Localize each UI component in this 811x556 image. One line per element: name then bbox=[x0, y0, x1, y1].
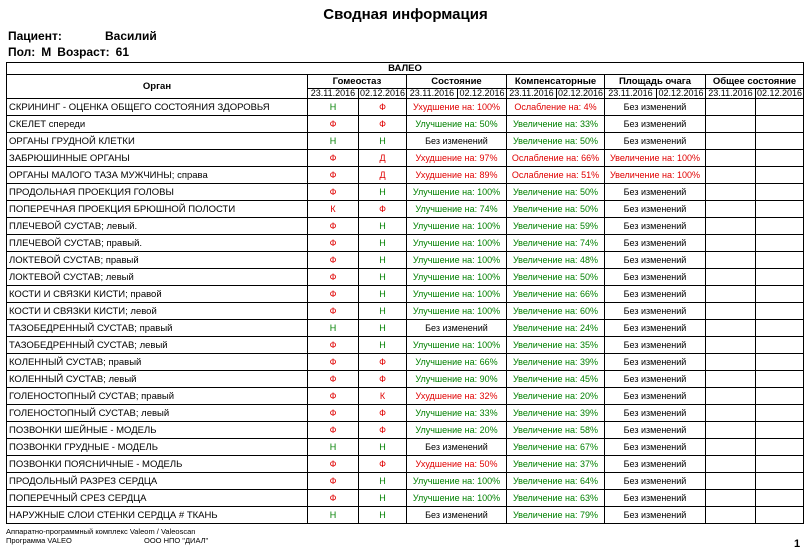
compensatory-cell: Увеличение на: 67% bbox=[507, 439, 605, 456]
area-cell: Без изменений bbox=[605, 252, 706, 269]
organ-cell: ОРГАНЫ МАЛОГО ТАЗА МУЖЧИНЫ; справа bbox=[7, 167, 308, 184]
table-row bbox=[7, 354, 804, 371]
homeostasis-cell: Ф bbox=[308, 490, 359, 507]
homeostasis-cell: Ф bbox=[308, 184, 359, 201]
state-cell: Улучшение на: 50% bbox=[407, 116, 507, 133]
state-cell: Улучшение на: 100% bbox=[407, 286, 507, 303]
table-row bbox=[7, 269, 804, 286]
organ-cell: КОЛЕННЫЙ СУСТАВ; правый bbox=[7, 354, 308, 371]
compensatory-cell: Увеличение на: 66% bbox=[507, 286, 605, 303]
homeostasis-cell: Н bbox=[359, 439, 407, 456]
area-cell: Без изменений bbox=[605, 490, 706, 507]
state-cell: Без изменений bbox=[407, 507, 507, 524]
footer-complex: Аппаратно-программный комплекс Valeom / Valeoscan bbox=[6, 527, 196, 536]
compensatory-cell: Увеличение на: 50% bbox=[507, 133, 605, 150]
compensatory-cell: Увеличение на: 74% bbox=[507, 235, 605, 252]
table-row bbox=[7, 150, 804, 167]
organ-cell: ЛОКТЕВОЙ СУСТАВ; правый bbox=[7, 252, 308, 269]
homeostasis-cell: Д bbox=[359, 150, 407, 167]
state-cell: Ухудшение на: 50% bbox=[407, 456, 507, 473]
state-cell: Без изменений bbox=[407, 133, 507, 150]
homeostasis-cell: Н bbox=[359, 252, 407, 269]
general-cell bbox=[756, 320, 804, 337]
area-cell: Без изменений bbox=[605, 286, 706, 303]
general-cell bbox=[756, 422, 804, 439]
homeostasis-cell: Ф bbox=[359, 405, 407, 422]
general-cell bbox=[756, 184, 804, 201]
general-cell bbox=[706, 388, 756, 405]
compensatory-cell: Увеличение на: 58% bbox=[507, 422, 605, 439]
general-cell bbox=[706, 201, 756, 218]
compensatory-cell: Увеличение на: 64% bbox=[507, 473, 605, 490]
table-row bbox=[7, 167, 804, 184]
homeostasis-cell: Н bbox=[359, 320, 407, 337]
compensatory-cell: Увеличение на: 24% bbox=[507, 320, 605, 337]
table-row bbox=[7, 439, 804, 456]
homeostasis-cell: Ф bbox=[359, 201, 407, 218]
patient-line bbox=[8, 29, 157, 43]
area-cell: Без изменений bbox=[605, 116, 706, 133]
homeostasis-cell: Ф bbox=[308, 303, 359, 320]
compensatory-cell: Увеличение на: 59% bbox=[507, 218, 605, 235]
table-row bbox=[7, 116, 804, 133]
organ-cell: ПРОДОЛЬНАЯ ПРОЕКЦИЯ ГОЛОВЫ bbox=[7, 184, 308, 201]
general-cell bbox=[706, 133, 756, 150]
homeostasis-cell: Ф bbox=[359, 456, 407, 473]
general-cell bbox=[706, 337, 756, 354]
state-cell: Без изменений bbox=[407, 320, 507, 337]
area-cell: Без изменений bbox=[605, 388, 706, 405]
state-cell: Без изменений bbox=[407, 439, 507, 456]
general-cell bbox=[756, 337, 804, 354]
homeostasis-cell: Ф bbox=[308, 337, 359, 354]
organ-cell: СКРИНИНГ - ОЦЕНКА ОБЩЕГО СОСТОЯНИЯ ЗДОРОВЬЯ bbox=[7, 99, 308, 116]
organ-cell: ПОЗВОНКИ ШЕЙНЫЕ - МОДЕЛЬ bbox=[7, 422, 308, 439]
homeostasis-cell: Н bbox=[359, 507, 407, 524]
organ-cell: ТАЗОБЕДРЕННЫЙ СУСТАВ; правый bbox=[7, 320, 308, 337]
state-cell: Улучшение на: 100% bbox=[407, 235, 507, 252]
table-row bbox=[7, 337, 804, 354]
date-header: 23.11.2016 bbox=[706, 89, 756, 99]
homeostasis-cell: Ф bbox=[308, 286, 359, 303]
homeostasis-cell: Н bbox=[359, 218, 407, 235]
area-cell: Увеличение на: 100% bbox=[605, 150, 706, 167]
compensatory-header: Компенсаторные bbox=[507, 75, 605, 89]
general-cell bbox=[706, 473, 756, 490]
homeostasis-cell: Ф bbox=[308, 388, 359, 405]
homeostasis-cell: Н bbox=[359, 269, 407, 286]
sex-label: Пол: bbox=[8, 45, 36, 59]
state-cell: Улучшение на: 100% bbox=[407, 303, 507, 320]
compensatory-cell: Ослабление на: 66% bbox=[507, 150, 605, 167]
state-cell: Улучшение на: 100% bbox=[407, 252, 507, 269]
organ-cell: ПОЗВОНКИ ГРУДНЫЕ - МОДЕЛЬ bbox=[7, 439, 308, 456]
homeostasis-cell: Н bbox=[359, 184, 407, 201]
date-header: 23.11.2016 bbox=[605, 89, 657, 99]
organ-cell: НАРУЖНЫЕ СЛОИ СТЕНКИ СЕРДЦА # ТКАНЬ bbox=[7, 507, 308, 524]
organ-cell: СКЕЛЕТ спереди bbox=[7, 116, 308, 133]
state-cell: Ухудшение на: 100% bbox=[407, 99, 507, 116]
organ-cell: КОСТИ И СВЯЗКИ КИСТИ; левой bbox=[7, 303, 308, 320]
footer-company: ООО НПО "ДИАЛ" bbox=[144, 536, 209, 545]
general-cell bbox=[706, 303, 756, 320]
table-row bbox=[7, 235, 804, 252]
general-cell bbox=[706, 354, 756, 371]
general-cell bbox=[756, 116, 804, 133]
area-cell: Без изменений bbox=[605, 337, 706, 354]
organ-cell: ЛОКТЕВОЙ СУСТАВ; левый bbox=[7, 269, 308, 286]
compensatory-cell: Увеличение на: 50% bbox=[507, 269, 605, 286]
table-row bbox=[7, 184, 804, 201]
general-cell bbox=[756, 286, 804, 303]
table-row bbox=[7, 286, 804, 303]
area-cell: Без изменений bbox=[605, 184, 706, 201]
general-cell bbox=[706, 167, 756, 184]
homeostasis-cell: Ф bbox=[308, 116, 359, 133]
organ-cell: ОРГАНЫ ГРУДНОЙ КЛЕТКИ bbox=[7, 133, 308, 150]
homeostasis-cell: Ф bbox=[308, 422, 359, 439]
organ-cell: ПЛЕЧЕВОЙ СУСТАВ; правый. bbox=[7, 235, 308, 252]
state-cell: Ухудшение на: 89% bbox=[407, 167, 507, 184]
state-cell: Улучшение на: 90% bbox=[407, 371, 507, 388]
state-cell: Улучшение на: 100% bbox=[407, 218, 507, 235]
table-row bbox=[7, 473, 804, 490]
general-cell bbox=[706, 99, 756, 116]
general-cell bbox=[756, 99, 804, 116]
state-cell: Улучшение на: 100% bbox=[407, 269, 507, 286]
general-state-header: Общее состояние bbox=[706, 75, 804, 89]
date-header: 02.12.2016 bbox=[459, 88, 505, 98]
general-cell bbox=[756, 439, 804, 456]
general-cell bbox=[706, 184, 756, 201]
homeostasis-cell: Н bbox=[359, 303, 407, 320]
compensatory-cell: Увеличение на: 39% bbox=[507, 354, 605, 371]
state-cell: Улучшение на: 74% bbox=[407, 201, 507, 218]
state-cell: Улучшение на: 100% bbox=[407, 184, 507, 201]
area-cell: Без изменений bbox=[605, 405, 706, 422]
general-cell bbox=[756, 507, 804, 524]
footer-program: Программа VALEO bbox=[6, 536, 72, 545]
homeostasis-cell: Ф bbox=[308, 252, 359, 269]
general-cell bbox=[706, 456, 756, 473]
age-value: 61 bbox=[115, 45, 129, 59]
homeostasis-cell: Н bbox=[308, 133, 359, 150]
table-row bbox=[7, 405, 804, 422]
table-row bbox=[7, 99, 804, 116]
state-cell: Улучшение на: 100% bbox=[407, 337, 507, 354]
state-cell: Ухудшение на: 97% bbox=[407, 150, 507, 167]
general-cell bbox=[756, 473, 804, 490]
organ-cell: ГОЛЕНОСТОПНЫЙ СУСТАВ; правый bbox=[7, 388, 308, 405]
area-cell: Увеличение на: 100% bbox=[605, 167, 706, 184]
table-row bbox=[7, 490, 804, 507]
general-cell bbox=[756, 354, 804, 371]
state-cell: Ухудшение на: 32% bbox=[407, 388, 507, 405]
area-cell: Без изменений bbox=[605, 473, 706, 490]
area-cell: Без изменений bbox=[605, 303, 706, 320]
homeostasis-cell: Н bbox=[359, 133, 407, 150]
state-header: Состояние bbox=[407, 75, 507, 89]
homeostasis-cell: Д bbox=[359, 167, 407, 184]
homeostasis-cell: Ф bbox=[308, 371, 359, 388]
general-cell bbox=[756, 201, 804, 218]
compensatory-cell: Увеличение на: 79% bbox=[507, 507, 605, 524]
homeostasis-cell: Ф bbox=[359, 99, 407, 116]
homeostasis-cell: Ф bbox=[359, 354, 407, 371]
table-row bbox=[7, 422, 804, 439]
page-number: 1 bbox=[794, 538, 801, 550]
age-label: Возраст: bbox=[57, 45, 110, 59]
homeostasis-cell: Ф bbox=[308, 235, 359, 252]
table-row bbox=[7, 303, 804, 320]
area-cell: Без изменений bbox=[605, 439, 706, 456]
area-cell: Без изменений bbox=[605, 320, 706, 337]
organ-cell: ТАЗОБЕДРЕННЫЙ СУСТАВ; левый bbox=[7, 337, 308, 354]
homeostasis-cell: Ф bbox=[308, 167, 359, 184]
general-cell bbox=[756, 150, 804, 167]
compensatory-cell: Увеличение на: 48% bbox=[507, 252, 605, 269]
homeostasis-cell: Ф bbox=[308, 354, 359, 371]
compensatory-cell: Увеличение на: 20% bbox=[507, 388, 605, 405]
state-cell: Улучшение на: 100% bbox=[407, 490, 507, 507]
date-header: 23.11.2016 bbox=[507, 89, 557, 99]
page-title: Сводная информация bbox=[323, 6, 488, 23]
state-cell: Улучшение на: 100% bbox=[407, 473, 507, 490]
patient-name: Василий bbox=[105, 29, 157, 43]
compensatory-cell: Увеличение на: 50% bbox=[507, 184, 605, 201]
table-row bbox=[7, 218, 804, 235]
general-cell bbox=[706, 405, 756, 422]
general-cell bbox=[706, 269, 756, 286]
general-cell bbox=[706, 116, 756, 133]
date-header: 02.12.2016 bbox=[658, 88, 704, 98]
organ-cell: КОЛЕННЫЙ СУСТАВ; левый bbox=[7, 371, 308, 388]
homeostasis-cell: К bbox=[359, 388, 407, 405]
general-cell bbox=[706, 150, 756, 167]
area-cell: Без изменений bbox=[605, 218, 706, 235]
homeostasis-cell: Н bbox=[308, 507, 359, 524]
homeostasis-cell: Н bbox=[308, 439, 359, 456]
homeostasis-cell: Н bbox=[308, 99, 359, 116]
general-cell bbox=[756, 371, 804, 388]
area-cell: Без изменений bbox=[605, 99, 706, 116]
general-cell bbox=[756, 218, 804, 235]
homeostasis-cell: Ф bbox=[308, 473, 359, 490]
table-row bbox=[7, 507, 804, 524]
patient-label: Пациент: bbox=[8, 29, 62, 43]
compensatory-cell: Увеличение на: 63% bbox=[507, 490, 605, 507]
homeostasis-cell: Н bbox=[359, 235, 407, 252]
general-cell bbox=[756, 235, 804, 252]
compensatory-cell: Увеличение на: 60% bbox=[507, 303, 605, 320]
compensatory-cell: Увеличение на: 39% bbox=[507, 405, 605, 422]
homeostasis-cell: Н bbox=[359, 337, 407, 354]
homeostasis-header: Гомеостаз bbox=[308, 75, 407, 89]
table-row bbox=[7, 388, 804, 405]
date-header: 02.12.2016 bbox=[557, 88, 604, 98]
homeostasis-cell: Ф bbox=[359, 371, 407, 388]
homeostasis-cell: Ф bbox=[308, 405, 359, 422]
general-cell bbox=[756, 388, 804, 405]
date-header: 02.12.2016 bbox=[757, 88, 803, 98]
homeostasis-cell: Ф bbox=[308, 269, 359, 286]
general-cell bbox=[706, 439, 756, 456]
compensatory-cell: Увеличение на: 35% bbox=[507, 337, 605, 354]
area-cell: Без изменений bbox=[605, 201, 706, 218]
organ-cell: ПОПЕРЕЧНЫЙ СРЕЗ СЕРДЦА bbox=[7, 490, 308, 507]
compensatory-cell: Увеличение на: 45% bbox=[507, 371, 605, 388]
general-cell bbox=[756, 405, 804, 422]
general-cell bbox=[706, 490, 756, 507]
area-cell: Без изменений bbox=[605, 456, 706, 473]
area-cell: Без изменений bbox=[605, 371, 706, 388]
organ-cell: ПОЗВОНКИ ПОЯСНИЧНЫЕ - МОДЕЛЬ bbox=[7, 456, 308, 473]
homeostasis-cell: Н bbox=[308, 320, 359, 337]
state-cell: Улучшение на: 20% bbox=[407, 422, 507, 439]
table-row bbox=[7, 252, 804, 269]
compensatory-cell: Ослабление на: 51% bbox=[507, 167, 605, 184]
general-cell bbox=[756, 456, 804, 473]
area-cell: Без изменений bbox=[605, 235, 706, 252]
date-header: 02.12.2016 bbox=[359, 88, 406, 98]
compensatory-cell: Увеличение на: 37% bbox=[507, 456, 605, 473]
homeostasis-cell: Ф bbox=[359, 116, 407, 133]
date-header: 23.11.2016 bbox=[407, 89, 458, 99]
homeostasis-cell: Ф bbox=[308, 218, 359, 235]
area-cell: Без изменений bbox=[605, 133, 706, 150]
compensatory-cell: Увеличение на: 50% bbox=[507, 201, 605, 218]
organ-cell: ПРОДОЛЬНЫЙ РАЗРЕЗ СЕРДЦА bbox=[7, 473, 308, 490]
table-row bbox=[7, 133, 804, 150]
general-cell bbox=[706, 422, 756, 439]
homeostasis-cell: К bbox=[308, 201, 359, 218]
general-cell bbox=[706, 235, 756, 252]
general-cell bbox=[756, 133, 804, 150]
area-cell: Без изменений bbox=[605, 422, 706, 439]
state-cell: Улучшение на: 66% bbox=[407, 354, 507, 371]
focus-area-header: Площадь очага bbox=[605, 75, 706, 89]
general-cell bbox=[756, 303, 804, 320]
date-header: 23.11.2016 bbox=[308, 89, 359, 99]
general-cell bbox=[706, 218, 756, 235]
homeostasis-cell: Н bbox=[359, 286, 407, 303]
homeostasis-cell: Н bbox=[359, 473, 407, 490]
general-cell bbox=[756, 490, 804, 507]
organ-cell: ПЛЕЧЕВОЙ СУСТАВ; левый. bbox=[7, 218, 308, 235]
area-cell: Без изменений bbox=[605, 354, 706, 371]
table-row bbox=[7, 371, 804, 388]
general-cell bbox=[756, 252, 804, 269]
general-cell bbox=[706, 507, 756, 524]
summary-table bbox=[6, 62, 804, 524]
organ-cell: ПОПЕРЕЧНАЯ ПРОЕКЦИЯ БРЮШНОЙ ПОЛОСТИ bbox=[7, 201, 308, 218]
homeostasis-cell: Ф bbox=[308, 150, 359, 167]
state-cell: Улучшение на: 33% bbox=[407, 405, 507, 422]
organ-cell: ГОЛЕНОСТОПНЫЙ СУСТАВ; левый bbox=[7, 405, 308, 422]
area-cell: Без изменений bbox=[605, 507, 706, 524]
general-cell bbox=[706, 371, 756, 388]
table-row bbox=[7, 456, 804, 473]
sex-value: М bbox=[41, 45, 52, 59]
organ-header: Орган bbox=[7, 75, 308, 99]
compensatory-cell: Ослабление на: 4% bbox=[507, 99, 605, 116]
compensatory-cell: Увеличение на: 33% bbox=[507, 116, 605, 133]
general-cell bbox=[706, 320, 756, 337]
valeo-header: ВАЛЕО bbox=[7, 63, 804, 75]
table-row bbox=[7, 320, 804, 337]
homeostasis-cell: Ф bbox=[308, 456, 359, 473]
footer bbox=[6, 527, 208, 545]
homeostasis-cell: Ф bbox=[359, 422, 407, 439]
organ-cell: ЗАБРЮШИННЫЕ ОРГАНЫ bbox=[7, 150, 308, 167]
area-cell: Без изменений bbox=[605, 269, 706, 286]
general-cell bbox=[756, 269, 804, 286]
general-cell bbox=[756, 167, 804, 184]
homeostasis-cell: Н bbox=[359, 490, 407, 507]
organ-cell: КОСТИ И СВЯЗКИ КИСТИ; правой bbox=[7, 286, 308, 303]
general-cell bbox=[706, 252, 756, 269]
table-row bbox=[7, 201, 804, 218]
sex-age-line bbox=[8, 45, 135, 59]
general-cell bbox=[706, 286, 756, 303]
